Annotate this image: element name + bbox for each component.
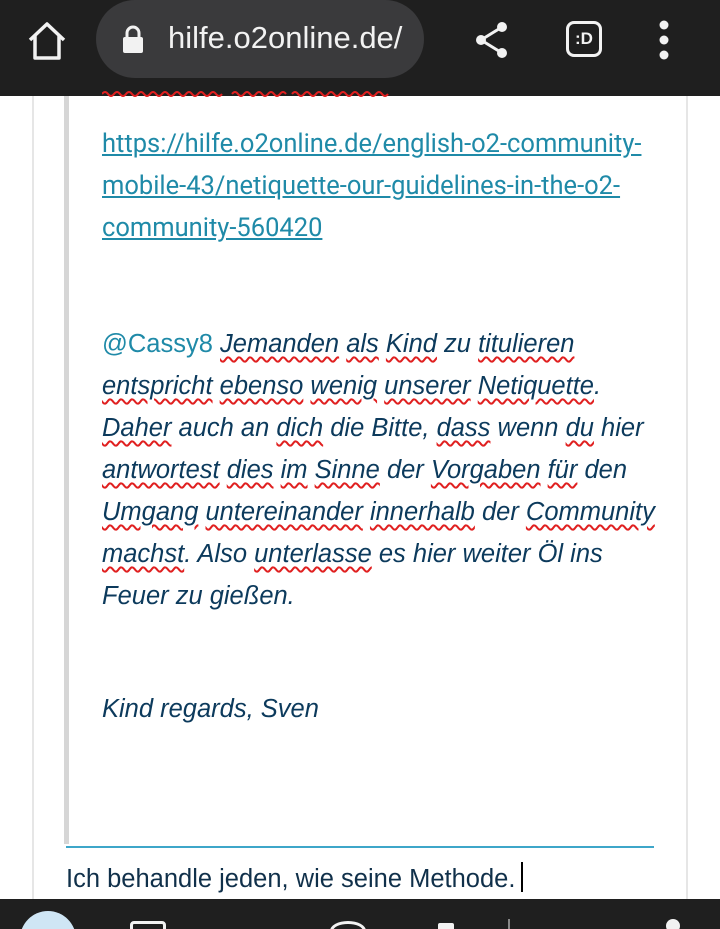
toolbar-separator xyxy=(508,919,510,929)
sign-off: Kind regards, Sven xyxy=(102,695,319,723)
overflow-menu-icon[interactable] xyxy=(650,18,678,64)
reply-text-input[interactable] xyxy=(66,862,666,902)
keyboard-icon[interactable] xyxy=(438,923,454,929)
lock-icon xyxy=(122,24,144,54)
content-frame-border xyxy=(686,96,688,899)
netiquette-link[interactable]: https://hilfe.o2online.de/english-o2-community-mobile-43/netiquette-our-guidelines-in-the-o2-community-560420 xyxy=(102,129,642,243)
text-caret xyxy=(521,862,523,892)
settings-icon[interactable] xyxy=(330,921,366,929)
user-mention[interactable]: @Cassy8 xyxy=(102,330,213,358)
address-bar[interactable] xyxy=(96,0,424,78)
quote-bar xyxy=(64,96,69,844)
bottom-toolbar xyxy=(0,899,720,929)
clipboard-icon[interactable] xyxy=(130,921,166,929)
post-body: @Cassy8 Jemanden als Kind zu titulieren entspricht ebenso wenig unserer Netiquette. Daher auch an dich die Bitte, dass wenn du hier antwortest dies im Sinne der Vorgaben für den Umgang untereinander innerhalb der Community machst. Also unterlasse es hier weiter Öl ins Feuer zu gießen. xyxy=(102,330,655,610)
browser-toolbar xyxy=(0,0,720,96)
clipped-text-underline xyxy=(102,88,392,100)
home-icon[interactable] xyxy=(22,16,72,66)
share-icon[interactable] xyxy=(470,18,516,64)
mic-icon[interactable] xyxy=(666,919,680,929)
page-content xyxy=(0,96,720,899)
tab-switcher-button[interactable]: :D xyxy=(566,21,602,57)
reply-text[interactable]: Ich behandle jeden, wie seine Methode. xyxy=(66,865,516,893)
url-text[interactable]: hilfe.o2online.de/ xyxy=(168,20,403,55)
reply-divider xyxy=(66,846,654,848)
avatar-icon[interactable] xyxy=(20,911,76,929)
content-frame-border xyxy=(32,96,34,899)
